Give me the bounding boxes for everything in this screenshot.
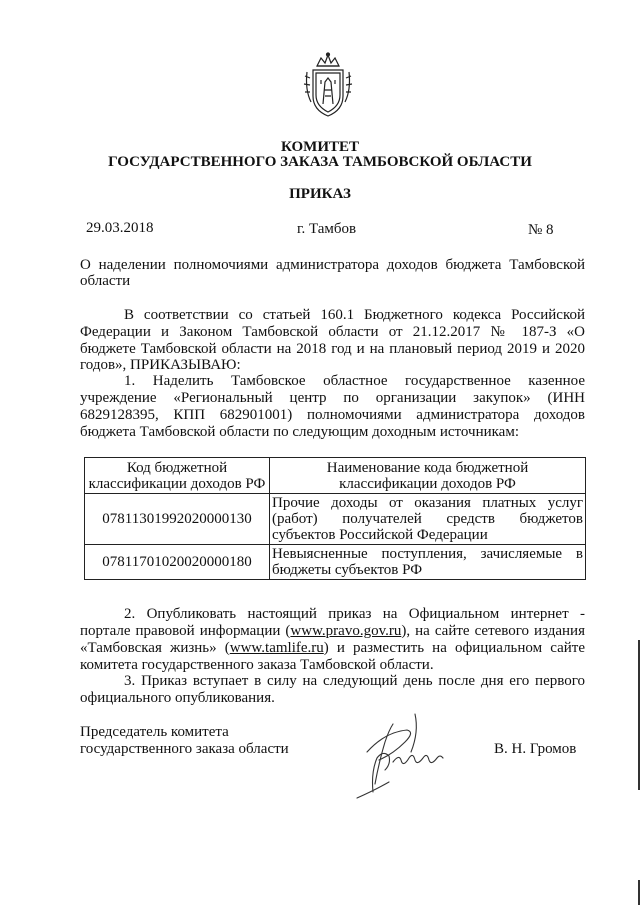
coat-of-arms-emblem [303, 52, 353, 118]
item2-line4: комитета государственного заказа Тамбовской области. [80, 657, 434, 673]
signatory-position-line2: государственного заказа области [80, 741, 289, 757]
income-code-cell: 07811301992020000130 [85, 494, 270, 545]
tamlife-link[interactable]: www.tamlife.ru [229, 640, 324, 656]
column-header-name-line2: классификации доходов РФ [339, 475, 516, 492]
item3-line1: 3. Приказ вступает в силу на следующий день после дня его первого [124, 673, 585, 689]
income-name-line: Прочие доходы от оказания платных услуг [272, 495, 583, 511]
committee-title-line2: ГОСУДАРСТВЕННОГО ЗАКАЗА ТАМБОВСКОЙ ОБЛАСТИ [108, 154, 532, 170]
preamble-line1: В соответствии со статьей 160.1 Бюджетного кодекса Российской [124, 307, 585, 323]
income-name-line: бюджеты субъектов РФ [272, 562, 423, 578]
signatory-position-line1: Председатель комитета [80, 724, 229, 740]
income-name-line: (работ) получателей средств бюджетов [272, 511, 583, 527]
subject-line2: области [80, 273, 131, 289]
item2-line1: 2. Опубликовать настоящий приказ на Официальном интернет - [124, 606, 585, 622]
item3-line2: официального опубликования. [80, 690, 275, 706]
table-row [85, 545, 586, 580]
handwritten-signature [345, 712, 455, 800]
income-code-cell: 07811701020020000180 [85, 545, 270, 580]
preamble-line4: годов», ПРИКАЗЫВАЮ: [80, 357, 241, 373]
item2-line3 [80, 640, 585, 656]
income-name-line: Невыясненные поступления, зачисляемые в [272, 546, 583, 562]
item2-line3-text-after: ) и разместить на официальном сайте [323, 640, 585, 656]
income-name-cell [270, 494, 586, 545]
income-name-cell [270, 545, 586, 580]
item2-line3-text-before: «Тамбовская жизнь» ( [80, 640, 230, 656]
column-header-name-line1: Наименование кода бюджетной [326, 459, 529, 476]
column-header-code [85, 458, 270, 494]
item2-line2-text-before: портале правовой информации ( [80, 623, 291, 639]
preamble-line3: бюджете Тамбовской области на 2018 год и на плановый период 2019 и 2020 [80, 341, 585, 357]
item2-line2 [80, 623, 585, 639]
subject-line1: О наделении полномочиями администратора доходов бюджета Тамбовской [80, 257, 585, 273]
table-header-row [85, 458, 586, 494]
item1-line2: учреждение «Региональный центр по организации закупок» (ИНН [80, 390, 585, 406]
item1-line1: 1. Наделить Тамбовское областное государственное казенное [124, 373, 585, 389]
column-header-name [270, 458, 586, 494]
preamble-line2: Федерации и Законом Тамбовской области от 21.12.2017 № 187-З «О [80, 324, 585, 340]
item1-line3: 6829128395, КПП 682901001) полномочиями администратора доходов [80, 407, 585, 423]
column-header-code-line1: Код бюджетной [126, 459, 228, 476]
order-date: 29.03.2018 [86, 220, 154, 236]
item1-line4: бюджета Тамбовской области по следующим доходным источникам: [80, 424, 519, 440]
order-city: г. Тамбов [297, 221, 357, 237]
income-codes-table [84, 457, 586, 580]
document-type-title: ПРИКАЗ [289, 186, 351, 202]
item2-line2-text-after: ), на сайте сетевого издания [401, 623, 585, 639]
column-header-code-line2: классификации доходов РФ [88, 475, 266, 492]
signatory-name: В. Н. Громов [494, 741, 577, 757]
order-number: № 8 [528, 222, 554, 238]
committee-title-line1: КОМИТЕТ [280, 139, 359, 155]
table-row [85, 494, 586, 545]
pravo-gov-link[interactable]: www.pravo.gov.ru [290, 623, 402, 639]
income-name-line: субъектов Российской Федерации [272, 527, 488, 543]
